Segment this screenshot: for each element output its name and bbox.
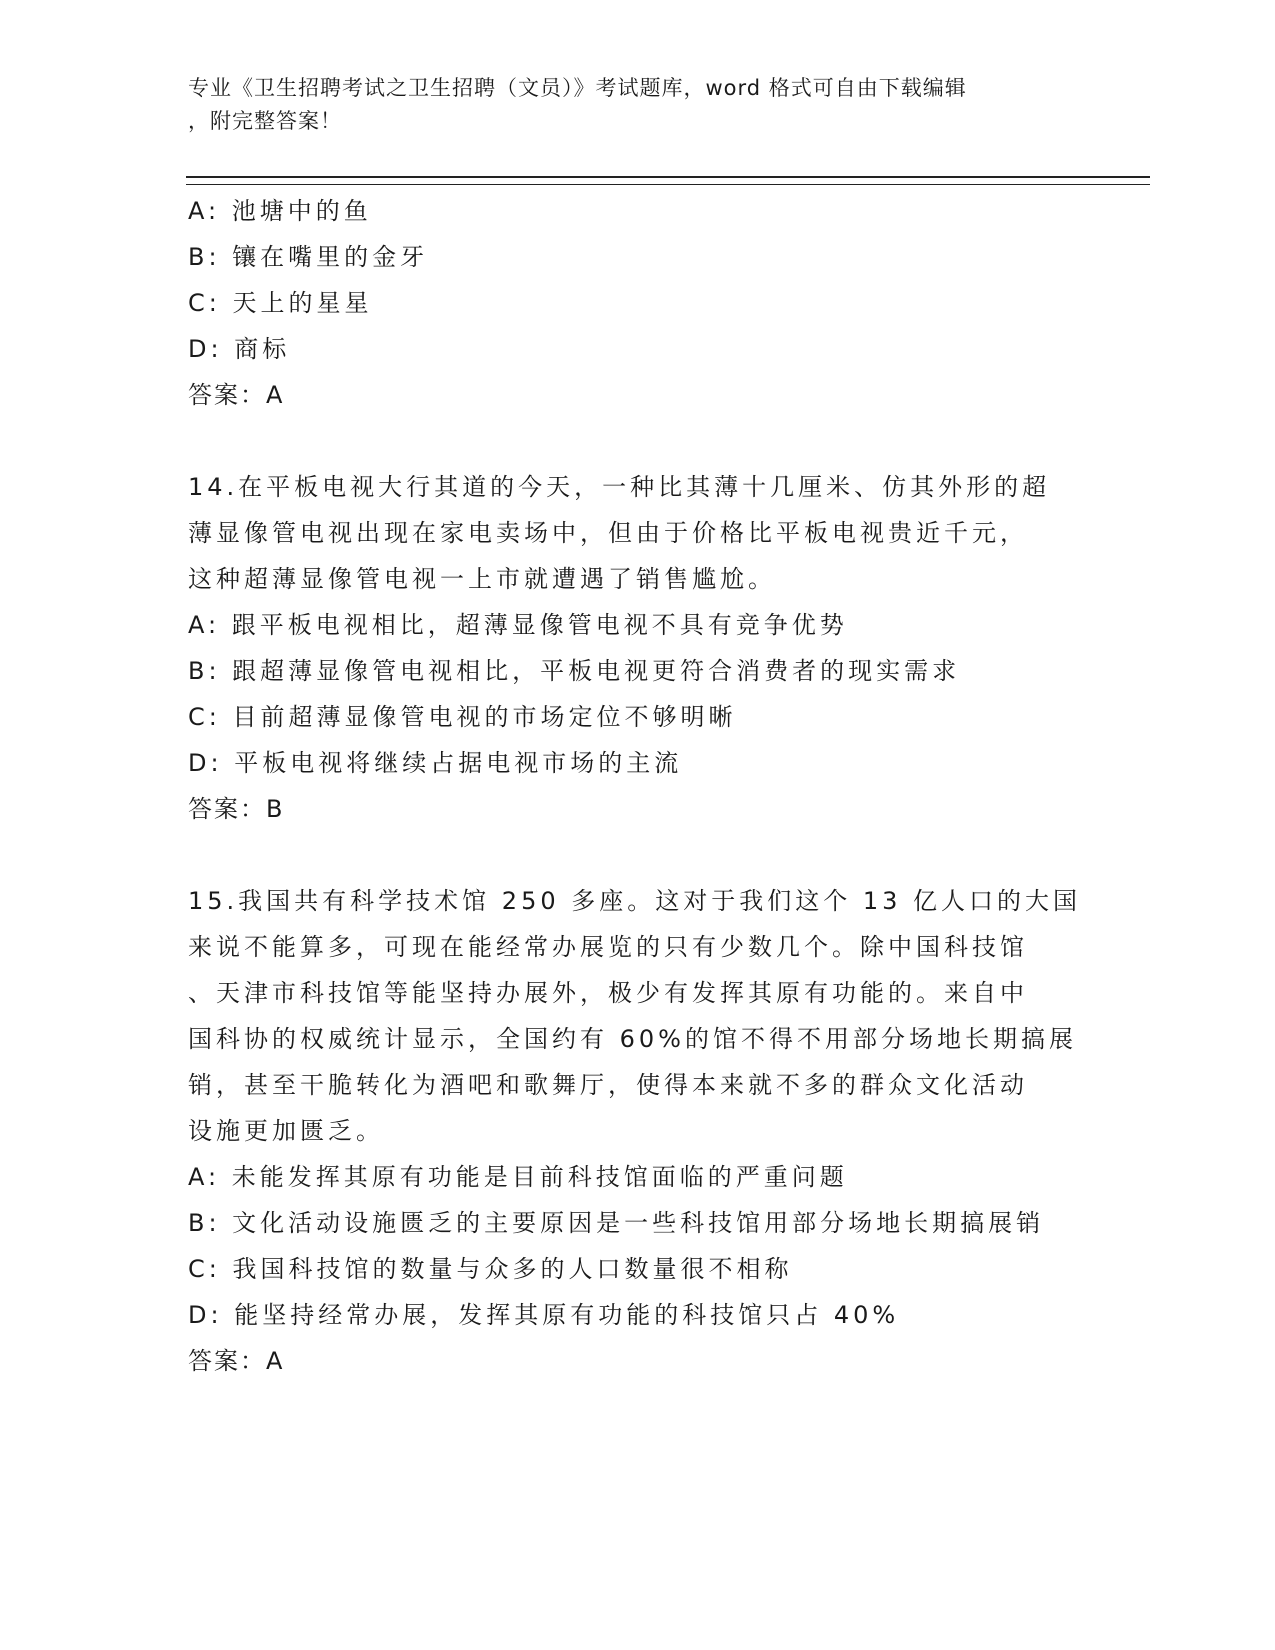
answer-line: 答案：A (188, 381, 285, 409)
option-d: D: 平板电视将继续占据电视市场的主流 (188, 749, 683, 777)
question-content (188, 188, 1088, 1384)
question-stem-line: 设施更加匮乏。 (188, 1117, 384, 1145)
question-stem-line: 15.我国共有科学技术馆 250 多座。这对于我们这个 13 亿人口的大国 (188, 887, 1082, 915)
question-stem-line: 14.在平板电视大行其道的今天，一种比其薄十几厘米、仿其外形的超 (188, 473, 1051, 501)
option-b: B: 跟超薄显像管电视相比，平板电视更符合消费者的现实需求 (188, 657, 961, 685)
answer-line: 答案：B (188, 795, 285, 823)
option-c: C: 天上的星星 (188, 289, 373, 317)
question-15-block (188, 878, 1088, 1384)
spacer (188, 832, 1088, 878)
question-14-block (188, 464, 1088, 832)
header-divider (186, 176, 1150, 185)
option-a: A: 未能发挥其原有功能是目前科技馆面临的严重问题 (188, 1163, 848, 1191)
option-b: B: 文化活动设施匮乏的主要原因是一些科技馆用部分场地长期搞展销 (188, 1209, 1045, 1237)
option-c: C: 我国科技馆的数量与众多的人口数量很不相称 (188, 1255, 793, 1283)
option-d: D: 商标 (188, 335, 291, 363)
question-stem-line: 、天津市科技馆等能坚持办展外，极少有发挥其原有功能的。来自中 (188, 979, 1028, 1007)
question-stem-line: 销，甚至干脆转化为酒吧和歌舞厅，使得本来就不多的群众文化活动 (188, 1071, 1028, 1099)
option-a: A: 池塘中的鱼 (188, 197, 372, 225)
question-13-block (188, 188, 1088, 418)
option-b: B: 镶在嘴里的金牙 (188, 243, 429, 271)
option-c: C: 目前超薄显像管电视的市场定位不够明晰 (188, 703, 737, 731)
option-a: A: 跟平板电视相比，超薄显像管电视不具有竞争优势 (188, 611, 848, 639)
question-stem-line: 来说不能算多，可现在能经常办展览的只有少数几个。除中国科技馆 (188, 933, 1028, 961)
question-stem-line: 这种超薄显像管电视一上市就遭遇了销售尴尬。 (188, 565, 776, 593)
page-header (188, 72, 1068, 138)
header-line-1: 专业《卫生招聘考试之卫生招聘（文员）》考试题库，word 格式可自由下载编辑 (188, 76, 967, 100)
header-line-2: ，附完整答案！ (188, 109, 342, 133)
answer-line: 答案：A (188, 1347, 285, 1375)
spacer (188, 418, 1088, 464)
question-stem-line: 国科协的权威统计显示，全国约有 60%的馆不得不用部分场地长期搞展 (188, 1025, 1077, 1053)
question-stem-line: 薄显像管电视出现在家电卖场中，但由于价格比平板电视贵近千元， (188, 519, 1028, 547)
option-d: D: 能坚持经常办展，发挥其原有功能的科技馆只占 40% (188, 1301, 900, 1329)
